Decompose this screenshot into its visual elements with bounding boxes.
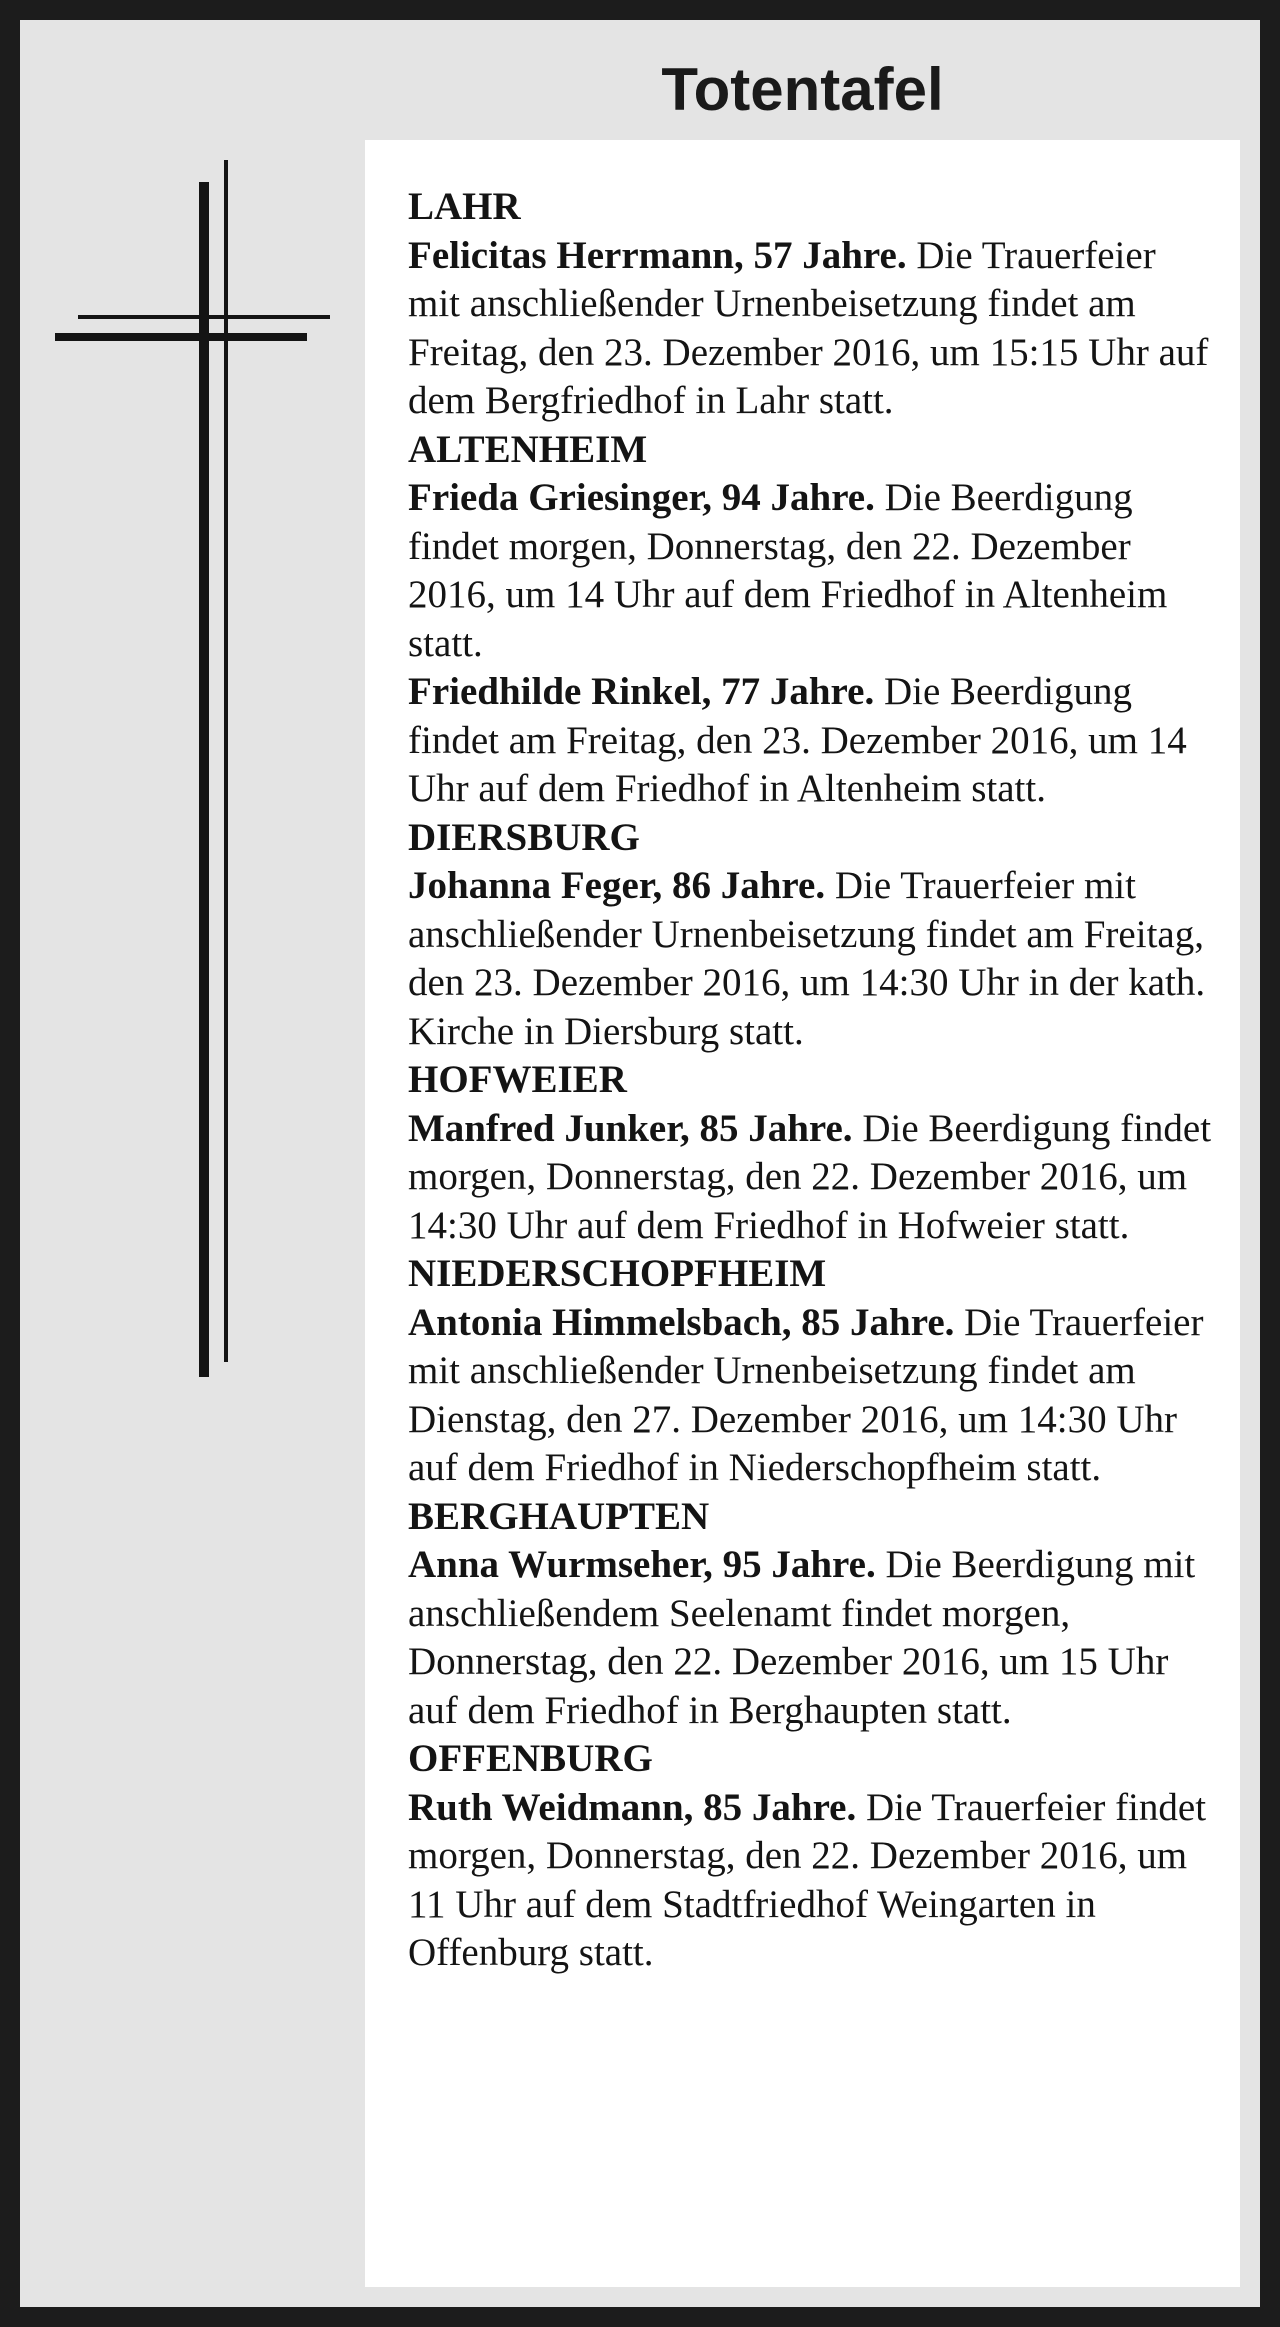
obituary-section-offenburg [408,1735,1212,1978]
cross-symbol [55,160,330,1377]
obituary-entry [408,1105,1212,1251]
funeral-details: Die Trauerfeier mit anschließender Urnenbeisetzung findet am Freitag, den 23. Dezember 2016, um 15:15 Uhr auf dem Bergfriedhof in Lahr statt. [408,233,1209,422]
deceased-name: Manfred Junker, 85 Jahre. [408,1106,853,1150]
obituary-entry [408,668,1212,814]
deceased-name: Ruth Weidmann, 85 Jahre. [408,1785,857,1829]
place-heading: NIEDERSCHOPFHEIM [408,1252,827,1295]
cross-icon [0,0,365,1420]
obituary-section-niederschopfheim [408,1250,1212,1493]
funeral-details: Die Trauerfeier findet morgen, Donnerstag, den 22. Dezember 2016, um 11 Uhr auf dem Stadtfriedhof Weingarten in Offenburg statt. [408,1785,1207,1974]
place-heading: HOFWEIER [408,1058,627,1101]
obituary-entry [408,1784,1212,1978]
deceased-name: Felicitas Herrmann, 57 Jahre. [408,233,907,277]
obituary-section-lahr [408,183,1212,426]
deceased-name: Antonia Himmelsbach, 85 Jahre. [408,1300,955,1344]
cross-horizontal-line [78,315,330,319]
page-title: Totentafel [661,56,944,123]
funeral-details: Die Beerdigung findet am Freitag, den 23. Dezember 2016, um 14 Uhr auf dem Friedhof in Altenheim statt. [408,670,1187,810]
obituary-section-hofweier [408,1056,1212,1250]
cross-horizontal-bar [55,333,307,341]
place-heading: BERGHAUPTEN [408,1494,710,1538]
place-heading: DIERSBURG [408,815,640,859]
cross-vertical-bar [199,182,209,1377]
obituary-entry [408,232,1212,426]
funeral-details: Die Trauerfeier mit anschließender Urnenbeisetzung findet am Freitag, den 23. Dezember 2016, um 14:30 Uhr in der kath. Kirche in Diersburg statt. [408,864,1206,1053]
obituary-section-berghaupten [408,1493,1212,1736]
obituary-list [365,140,1240,2287]
deceased-name: Anna Wurmseher, 95 Jahre. [408,1543,876,1586]
obituary-entry [408,474,1212,668]
obituary-entry [408,1299,1212,1493]
obituary-entry [408,862,1212,1056]
funeral-details: Die Trauerfeier mit anschließender Urnenbeisetzung findet am Dienstag, den 27. Dezember 2016, um 14:30 Uhr auf dem Friedhof in Niederschopfheim statt. [408,1300,1204,1489]
deceased-name: Frieda Griesinger, 94 Jahre. [408,476,875,519]
place-heading: OFFENBURG [408,1737,653,1780]
place-heading: ALTENHEIM [408,427,648,471]
obituary-section-diersburg [408,814,1212,1057]
deceased-name: Friedhilde Rinkel, 77 Jahre. [408,670,875,713]
obituary-entry [408,1541,1212,1735]
funeral-details: Die Beerdigung findet morgen, Donnerstag, den 22. Dezember 2016, um 14 Uhr auf dem Friedhof in Altenheim statt. [408,476,1168,665]
place-heading: LAHR [408,185,521,228]
funeral-details: Die Beerdigung mit anschließendem Seelenamt findet morgen, Donnerstag, den 22. Dezember 2016, um 15 Uhr auf dem Friedhof in Berghaupten statt. [408,1543,1196,1732]
funeral-details: Die Beerdigung findet morgen, Donnerstag, den 22. Dezember 2016, um 14:30 Uhr auf dem Friedhof in Hofweier statt. [408,1106,1212,1247]
obituary-section-altenheim [408,426,1212,814]
deceased-name: Johanna Feger, 86 Jahre. [408,864,826,907]
